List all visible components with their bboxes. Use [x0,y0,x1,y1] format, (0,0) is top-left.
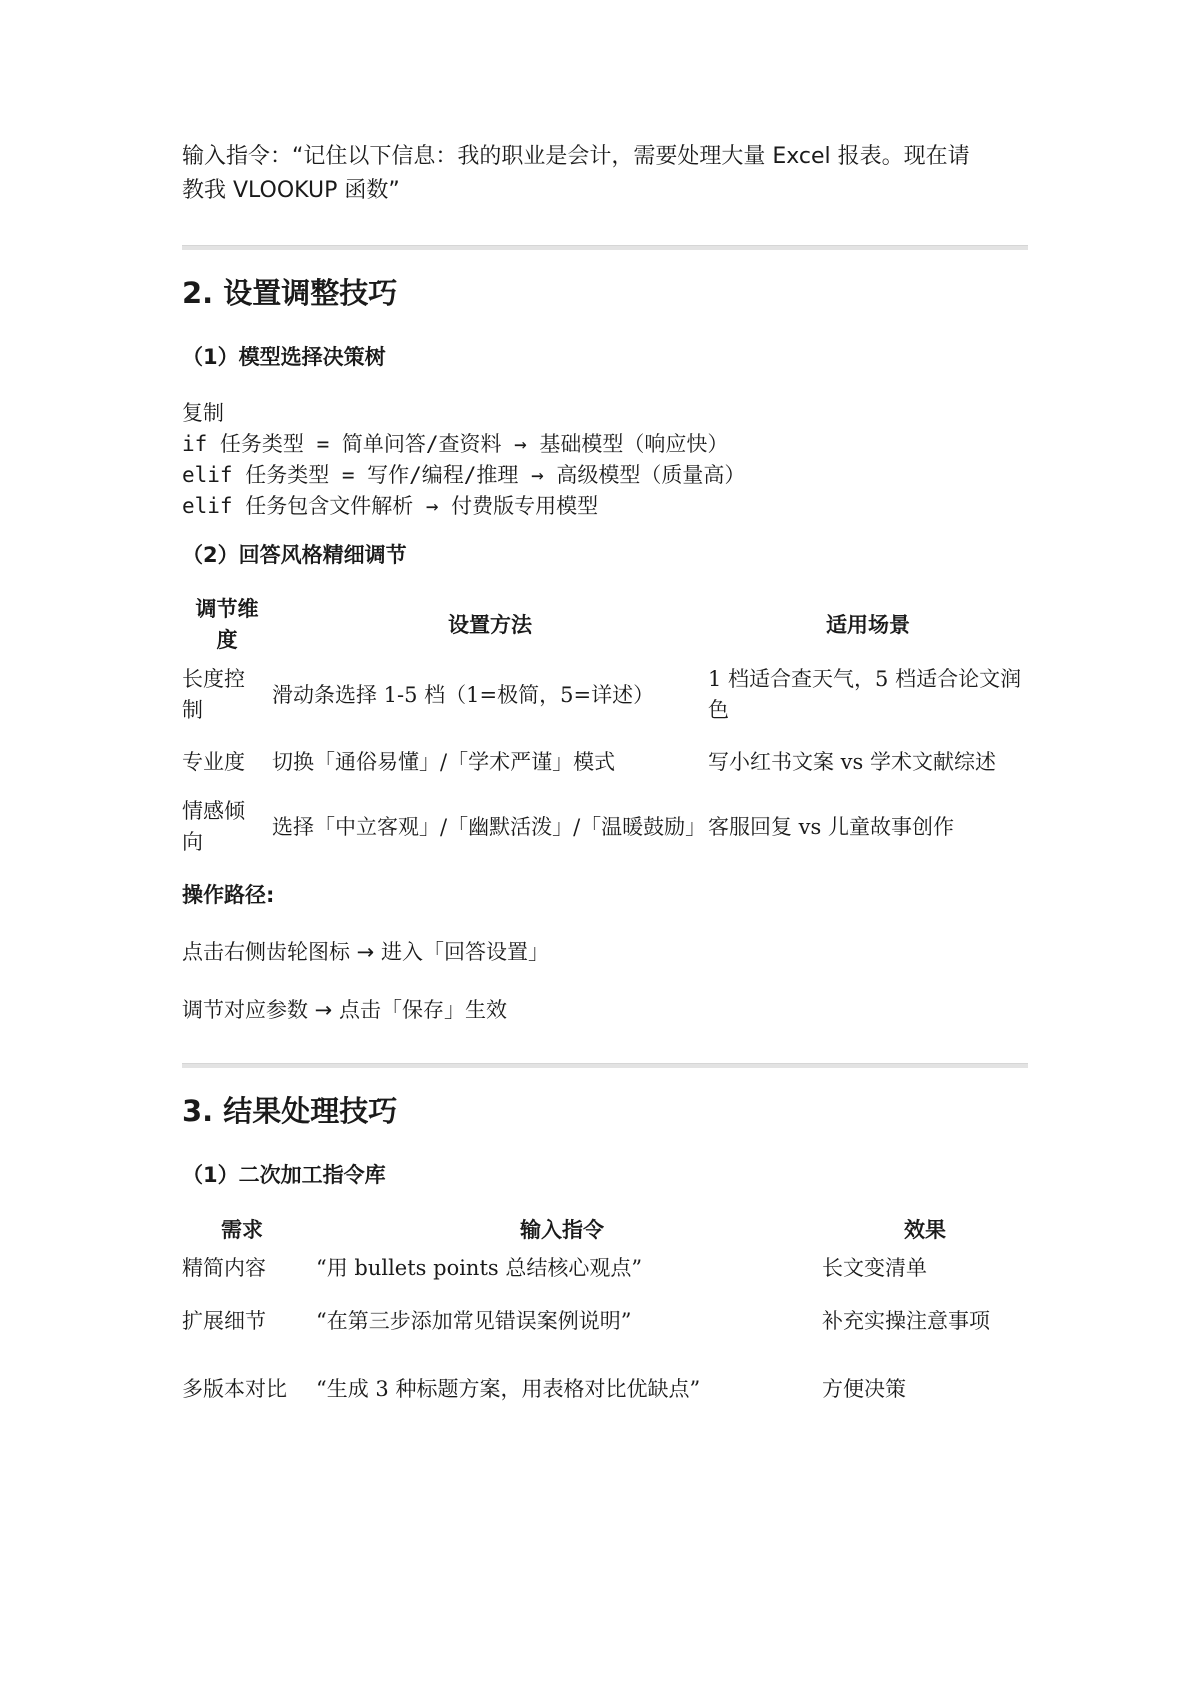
section-2-subtitle-1: （1）模型选择决策树 [182,345,386,369]
code-block [182,398,1028,522]
table-header-cell: 输入指令 [520,1217,604,1242]
operation-path-label: 操作路径: [182,883,275,907]
table-cell: 切换「通俗易懂」/「学术严谨」模式 [272,749,616,774]
table-header-cell: 适用场景 [826,612,910,637]
divider [182,1063,1028,1068]
table-cell: 补充实操注意事项 [822,1308,990,1333]
table-header-row [182,590,1028,660]
code-line: elif 任务类型 = 写作/编程/推理 → 高级模型（质量高） [182,463,746,487]
table-cell: 1 档适合查天气，5 档适合论文润色 [708,667,1022,722]
table-cell: “用 bullets points 总结核心观点” [316,1255,643,1280]
intro-line-1: 输入指令：“记住以下信息：我的职业是会计，需要处理大量 Excel 报表。现在请 [182,144,970,169]
table-cell: 长度控制 [182,667,245,722]
style-settings-table [182,590,1028,860]
table-row [182,1288,1028,1354]
operation-step: 点击右侧齿轮图标 → 进入「回答设置」 [182,940,549,964]
table-row [182,660,1028,730]
code-line: elif 任务包含文件解析 → 付费版专用模型 [182,494,599,518]
table-row [182,730,1028,794]
table-cell: 专业度 [182,749,245,774]
table-header-cell: 调节维度 [195,597,259,652]
table-cell: 方便决策 [822,1376,906,1401]
table-row [182,1248,1028,1288]
table-row [182,1354,1028,1424]
table-cell: 滑动条选择 1-5 档（1=极简，5=详述） [272,682,655,707]
table-header-cell: 需求 [221,1217,263,1242]
operation-step: 调节对应参数 → 点击「保存」生效 [182,998,507,1022]
table-cell: 写小红书文案 vs 学术文献综述 [708,749,996,774]
table-cell: 长文变清单 [822,1255,927,1280]
table-cell: 选择「中立客观」/「幽默活泼」/「温暖鼓励」 [272,814,707,839]
section-3-subtitle-1: （1）二次加工指令库 [182,1163,386,1187]
table-cell: 精简内容 [182,1255,266,1280]
copy-button[interactable]: 复制 [182,401,224,425]
intro-instruction [182,140,1028,208]
table-cell: 客服回复 vs 儿童故事创作 [708,814,954,839]
table-row [182,794,1028,860]
table-header-row [182,1212,1028,1248]
table-cell: “生成 3 种标题方案，用表格对比优缺点” [316,1376,701,1401]
table-cell: 扩展细节 [182,1308,266,1333]
code-line: if 任务类型 = 简单问答/查资料 → 基础模型（响应快） [182,432,729,456]
command-library-table [182,1212,1028,1424]
section-2-subtitle-2: （2）回答风格精细调节 [182,543,407,567]
divider [182,245,1028,250]
table-header-cell: 效果 [904,1217,946,1242]
section-2-title: 2. 设置调整技巧 [182,276,398,310]
table-cell: “在第三步添加常见错误案例说明” [316,1308,632,1333]
intro-line-2: 教我 VLOOKUP 函数” [182,178,400,203]
section-3-title: 3. 结果处理技巧 [182,1094,398,1128]
document-page [182,140,1028,1424]
table-cell: 多版本对比 [182,1376,287,1401]
table-cell: 情感倾向 [182,799,245,854]
table-header-cell: 设置方法 [448,612,532,637]
